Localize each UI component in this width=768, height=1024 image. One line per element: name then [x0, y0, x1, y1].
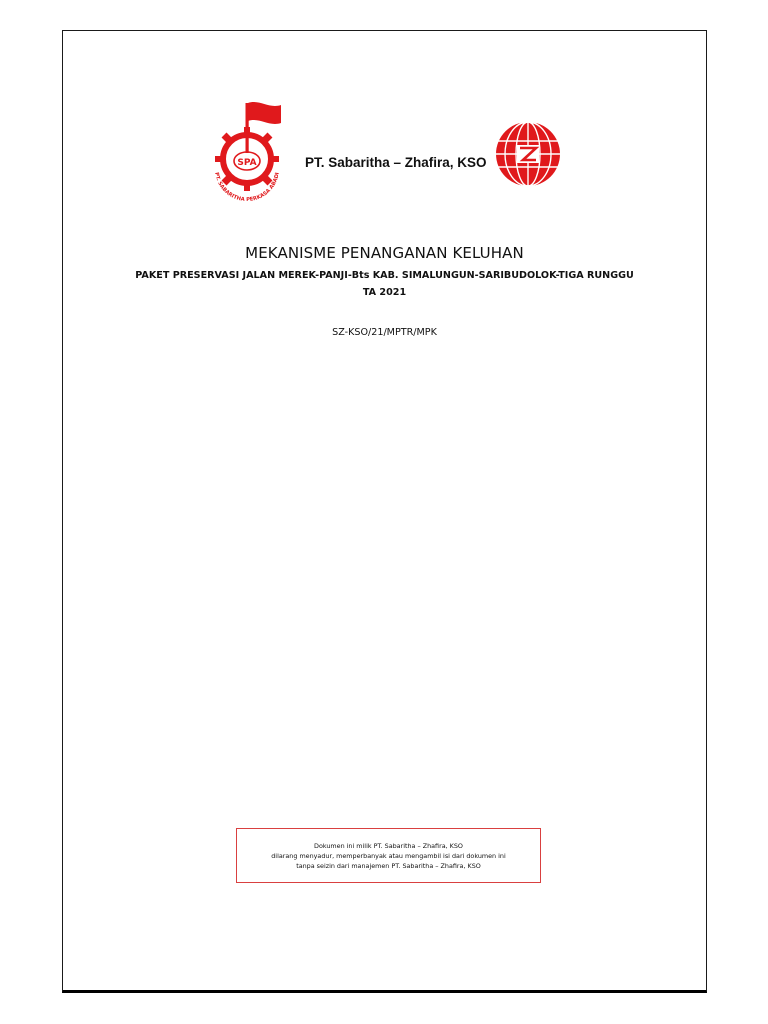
document-code: SZ-KSO/21/MPTR/MPK: [332, 327, 437, 338]
notice-line-3: tanpa seizin dari manajemen PT. Sabaritha – Zhafira, KSO: [296, 861, 481, 870]
spa-logo-icon: [201, 97, 293, 207]
ownership-notice-box: [236, 828, 541, 883]
globe-logo-icon: [493, 119, 563, 189]
document-year: TA 2021: [362, 287, 407, 298]
svg-text:PT. SABARITHA PERKASA ABADI: PT. SABARITHA PERKASA ABADI: [213, 171, 281, 204]
notice-line-2: dilarang menyadur, memperbanyak atau mengambil isi dari dokumen ini: [271, 851, 506, 860]
document-title: MEKANISME PENANGANAN KELUHAN: [245, 244, 524, 262]
svg-text:SPA: SPA: [237, 158, 257, 168]
document-subtitle: PAKET PRESERVASI JALAN MEREK-PANJI-Bts KAB. SIMALUNGUN-SARIBUDOLOK-TIGA RUNGGU: [135, 270, 634, 281]
notice-line-1: Dokumen ini milik PT. Sabaritha – Zhafira, KSO: [314, 841, 463, 850]
document-page: [62, 30, 707, 993]
company-name: PT. Sabaritha – Zhafira, KSO: [305, 155, 487, 170]
